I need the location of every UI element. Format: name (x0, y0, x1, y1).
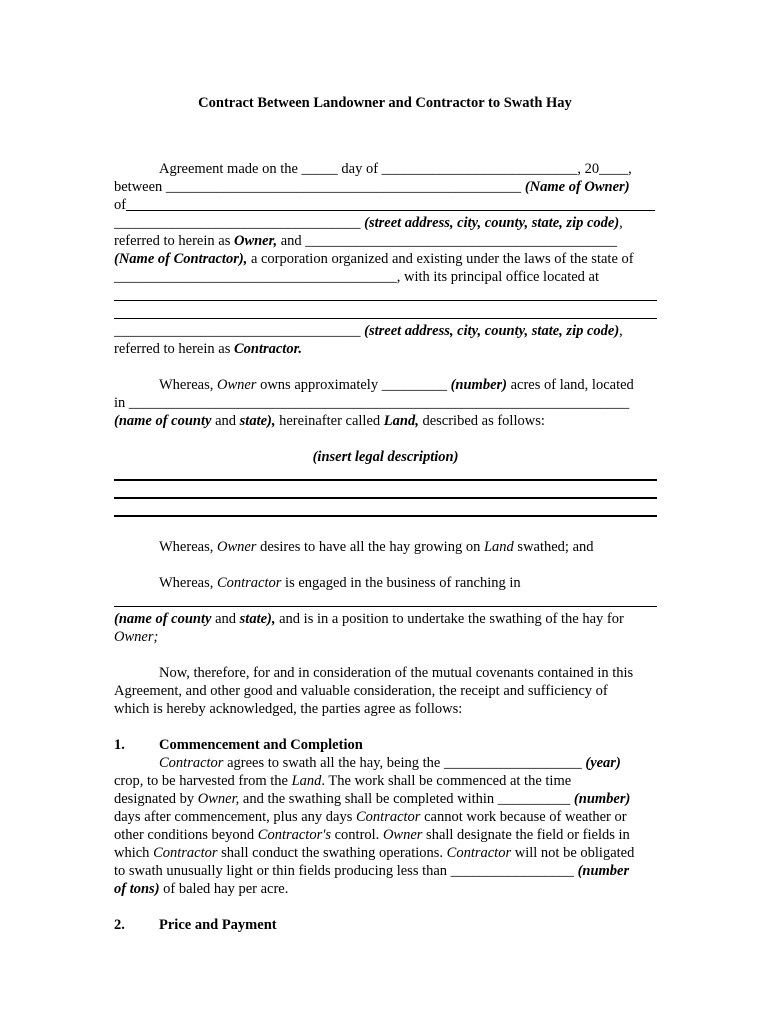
section-line: to swath unusually light or thin fields producing less than _________________ (number (114, 863, 630, 879)
document-title: Contract Between Landowner and Contractor to Swath Hay (198, 95, 572, 111)
agreement-line: _______________________________________, with its principal office located at (114, 269, 600, 285)
blank-line (114, 304, 657, 322)
agreement-line: referred to herein as Contractor. (114, 341, 303, 357)
section-line: other conditions beyond Contractor's control. Owner shall designate the field or fields in (114, 827, 630, 843)
section-line: days after commencement, plus any days Contractor cannot work because of weather or (114, 809, 627, 825)
section-line: which Contractor shall conduct the swathing operations. Contractor will not be obligated (114, 845, 635, 861)
legal-description-label: (insert legal description) (312, 449, 459, 465)
agreement-line: __________________________________ (street address, city, county, state, zip code), (114, 323, 623, 339)
whereas-line: Whereas, Owner desires to have all the hay growing on Land swathed; and (159, 539, 594, 555)
section-line: of tons) of baled hay per acre. (114, 881, 289, 897)
agreement-line: __________________________________ (street address, city, county, state, zip code), (114, 215, 623, 231)
now-therefore-line: Agreement, and other good and valuable consideration, the receipt and sufficiency of (114, 683, 608, 699)
blank-line (114, 466, 657, 484)
section-line: Contractor agrees to swath all the hay, being the ___________________ (year) (159, 755, 621, 771)
agreement-line: Agreement made on the _____ day of ___________________________, 20____, (159, 161, 632, 177)
now-therefore-line: Now, therefore, for and in consideration of the mutual covenants contained in this (159, 665, 634, 681)
agreement-line: between _________________________________________________ (Name of Owner) (114, 179, 630, 195)
blank-line (114, 286, 657, 304)
section-heading: 1. Commencement and Completion (114, 737, 363, 753)
whereas-line: Whereas, Contractor is engaged in the business of ranching in (159, 575, 521, 591)
blank-line (114, 502, 657, 520)
now-therefore-line: which is hereby acknowledged, the parties agree as follows: (114, 701, 463, 717)
whereas-line: (name of county and state), hereinafter called Land, described as follows: (114, 413, 545, 429)
section-line: crop, to be harvested from the Land. The work shall be commenced at the time (114, 773, 572, 789)
whereas-line: in _____________________________________________________________________ (114, 395, 630, 411)
agreement-line: of (114, 196, 657, 214)
document-body (114, 160, 657, 934)
whereas-line: (name of county and state), and is in a position to undertake the swathing of the hay for (114, 611, 624, 627)
whereas-line: Owner; (114, 629, 159, 645)
blank-line (126, 196, 657, 214)
agreement-line: referred to herein as Owner, and ___________________________________________ (114, 233, 618, 249)
blank-line (114, 484, 657, 502)
agreement-line: (Name of Contractor), a corporation organized and existing under the laws of the state of (114, 251, 634, 267)
section-heading: 2. Price and Payment (114, 917, 277, 933)
whereas-line: Whereas, Owner owns approximately _________ (number) acres of land, located (159, 377, 634, 393)
section-line: designated by Owner, and the swathing shall be completed within __________ (number) (114, 791, 631, 807)
blank-line (114, 592, 657, 610)
